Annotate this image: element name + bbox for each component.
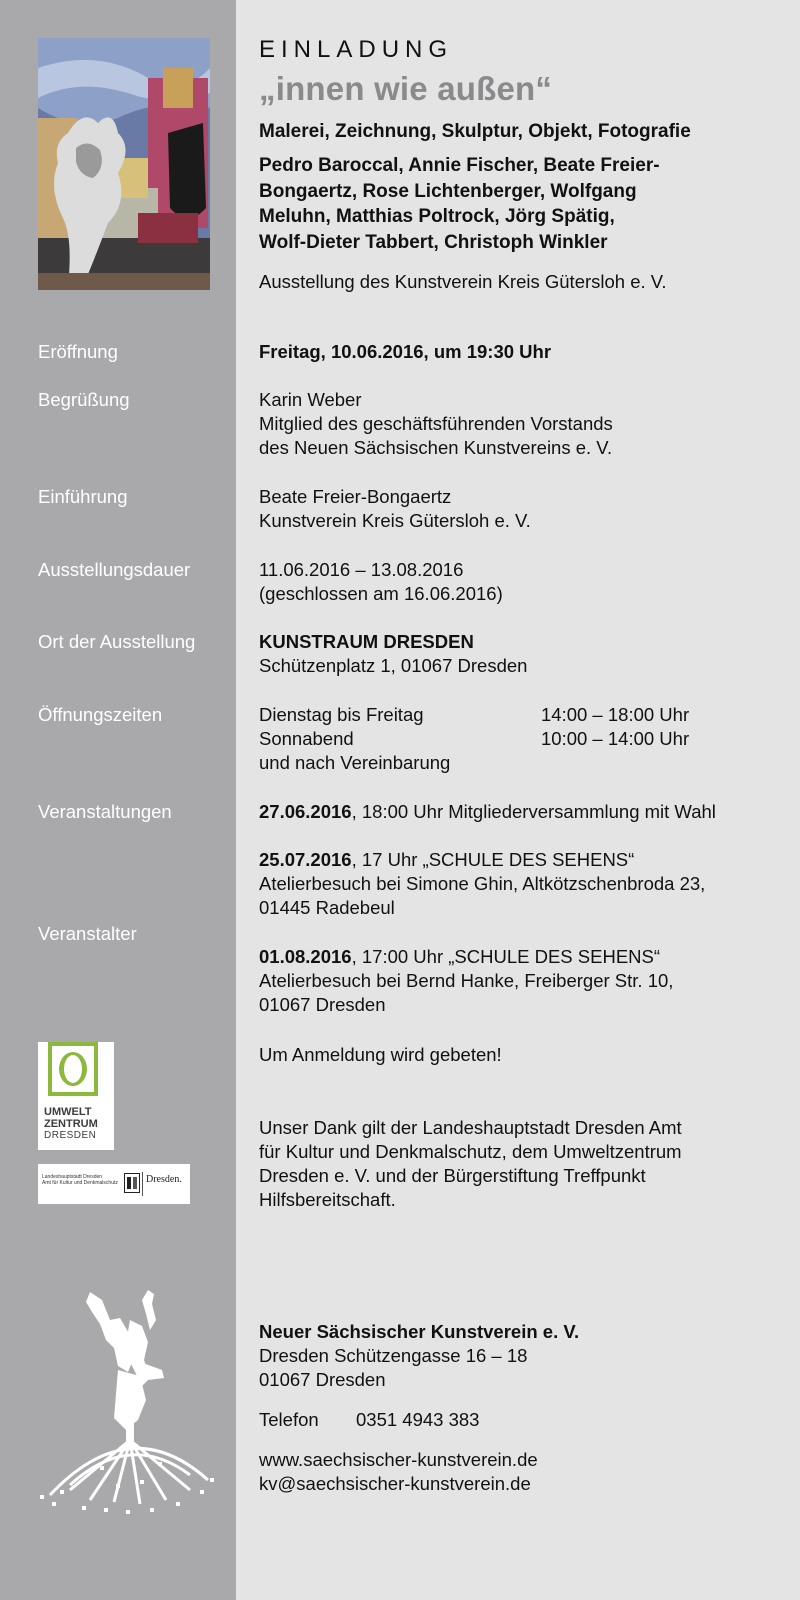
event-detail: 01067 Dresden (259, 994, 386, 1015)
hours-time: 10:00 – 14:00 Uhr (541, 728, 690, 749)
city-office-text: Landeshauptstadt Dresden Amt für Kultur und Denkmalschutz (42, 1174, 118, 1186)
event-detail: 01445 Radebeul (259, 897, 395, 918)
welcome-line: des Neuen Sächsischen Kunstvereins e. V. (259, 437, 613, 458)
welcome-line: Karin Weber (259, 389, 362, 410)
thanks-block (259, 1116, 682, 1212)
introduction-line: Beate Freier-Bongaertz (259, 486, 452, 507)
label-events: Veranstaltungen (38, 801, 172, 822)
event-text: , 17:00 Uhr „SCHULE DES SEHENS“ (351, 946, 661, 967)
label-welcome: Begrüßung (38, 389, 130, 410)
hours-note: und nach Vereinbarung (259, 752, 451, 773)
hours-block (259, 703, 689, 775)
umwelt-green-block (48, 1042, 98, 1096)
thanks-line: Hilfsbereitschaft. (259, 1189, 396, 1210)
thanks-line: Dresden e. V. und der Bürgerstiftung Treffpunkt (259, 1165, 646, 1186)
label-hours: Öffnungszeiten (38, 704, 163, 725)
label-duration: Ausstellungsdauer (38, 559, 191, 580)
opening-date: Freitag, 10.06.2016, um 19:30 Uhr (259, 341, 552, 362)
phone-number: 0351 4943 383 (356, 1409, 480, 1430)
hours-day: Dienstag bis Freitag (259, 704, 424, 725)
contact-online (259, 1448, 538, 1496)
event-date: 01.08.2016 (259, 946, 352, 967)
artist-line: Meluhn, Matthias Poltrock, Jörg Spätig, (259, 206, 615, 227)
phone-label: Telefon (259, 1409, 319, 1430)
artist-line: Bongaertz, Rose Lichtenberger, Wolfgang (259, 180, 637, 202)
event-text: , 18:00 Uhr Mitgliederversammlung mit Wahl (351, 801, 716, 822)
thanks-line: für Kultur und Denkmalschutz, dem Umweltzentrum (259, 1141, 682, 1162)
duration-line: 11.06.2016 – 13.08.2016 (259, 559, 464, 580)
introduction-line: Kunstverein Kreis Gütersloh e. V. (259, 510, 531, 531)
angel-figure-logo (30, 1290, 220, 1520)
event-item (259, 800, 716, 824)
thanks-line: Unser Dank gilt der Landeshauptstadt Dresden Amt (259, 1117, 682, 1138)
exhibition-title: „innen wie außen“ (259, 70, 553, 107)
location-block (259, 630, 527, 678)
label-opening: Eröffnung (38, 341, 118, 362)
contact-street: Dresden Schützengasse 16 – 18 (259, 1345, 528, 1366)
welcome-line: Mitglied des geschäftsführenden Vorstands (259, 413, 613, 434)
event-date: 25.07.2016 (259, 849, 352, 870)
umwelt-text: UMWELT ZENTRUM DRESDEN (44, 1106, 98, 1141)
artist-list (259, 153, 660, 255)
duration-block (259, 558, 503, 606)
welcome-block (259, 388, 613, 460)
invitation-heading: EINLADUNG (259, 36, 454, 63)
event-date: 27.06.2016 (259, 801, 352, 822)
event-item (259, 848, 705, 920)
email-link[interactable]: kv@saechsischer-kunstverein.de (259, 1473, 531, 1494)
dresden-city-logo (38, 1164, 190, 1204)
contact-city: 01067 Dresden (259, 1369, 386, 1390)
venue-address: Schützenplatz 1, 01067 Dresden (259, 655, 528, 676)
label-location: Ort der Ausstellung (38, 631, 196, 652)
hours-time: 14:00 – 18:00 Uhr (541, 704, 690, 725)
hours-day: Sonnabend (259, 728, 354, 749)
event-item (259, 945, 673, 1017)
city-name: Dresden. (146, 1174, 182, 1185)
contact-phone-row (259, 1408, 479, 1432)
event-text: , 17 Uhr „SCHULE DES SEHENS“ (351, 849, 635, 870)
venue-name: KUNSTRAUM DRESDEN (259, 631, 474, 652)
contact-org: Neuer Sächsischer Kunstverein e. V. (259, 1321, 580, 1342)
introduction-block (259, 485, 531, 533)
city-crest-icon (124, 1173, 140, 1193)
artist-line: Pedro Baroccal, Annie Fischer, Beate Freier- (259, 155, 660, 176)
label-organizer: Veranstalter (38, 923, 137, 944)
duration-line: (geschlossen am 16.06.2016) (259, 583, 503, 604)
artist-line: Wolf-Dieter Tabbert, Christoph Winkler (259, 231, 608, 253)
registration-note: Um Anmeldung wird gebeten! (259, 1044, 502, 1065)
website-link[interactable]: www.saechsischer-kunstverein.de (259, 1449, 538, 1470)
exhibition-subtitle: Ausstellung des Kunstverein Kreis Gütersloh e. V. (259, 271, 667, 292)
contact-block (259, 1320, 579, 1392)
event-detail: Atelierbesuch bei Bernd Hanke, Freiberger Str. 10, (259, 970, 674, 991)
hours-row (259, 703, 689, 727)
artwork-image (38, 38, 210, 290)
label-introduction: Einführung (38, 486, 128, 507)
disciplines: Malerei, Zeichnung, Skulptur, Objekt, Fotografie (259, 121, 691, 142)
hours-row (259, 727, 689, 751)
umweltzentrum-logo (38, 1042, 114, 1150)
event-detail: Atelierbesuch bei Simone Ghin, Altkötzschenbroda 23, (259, 873, 706, 894)
